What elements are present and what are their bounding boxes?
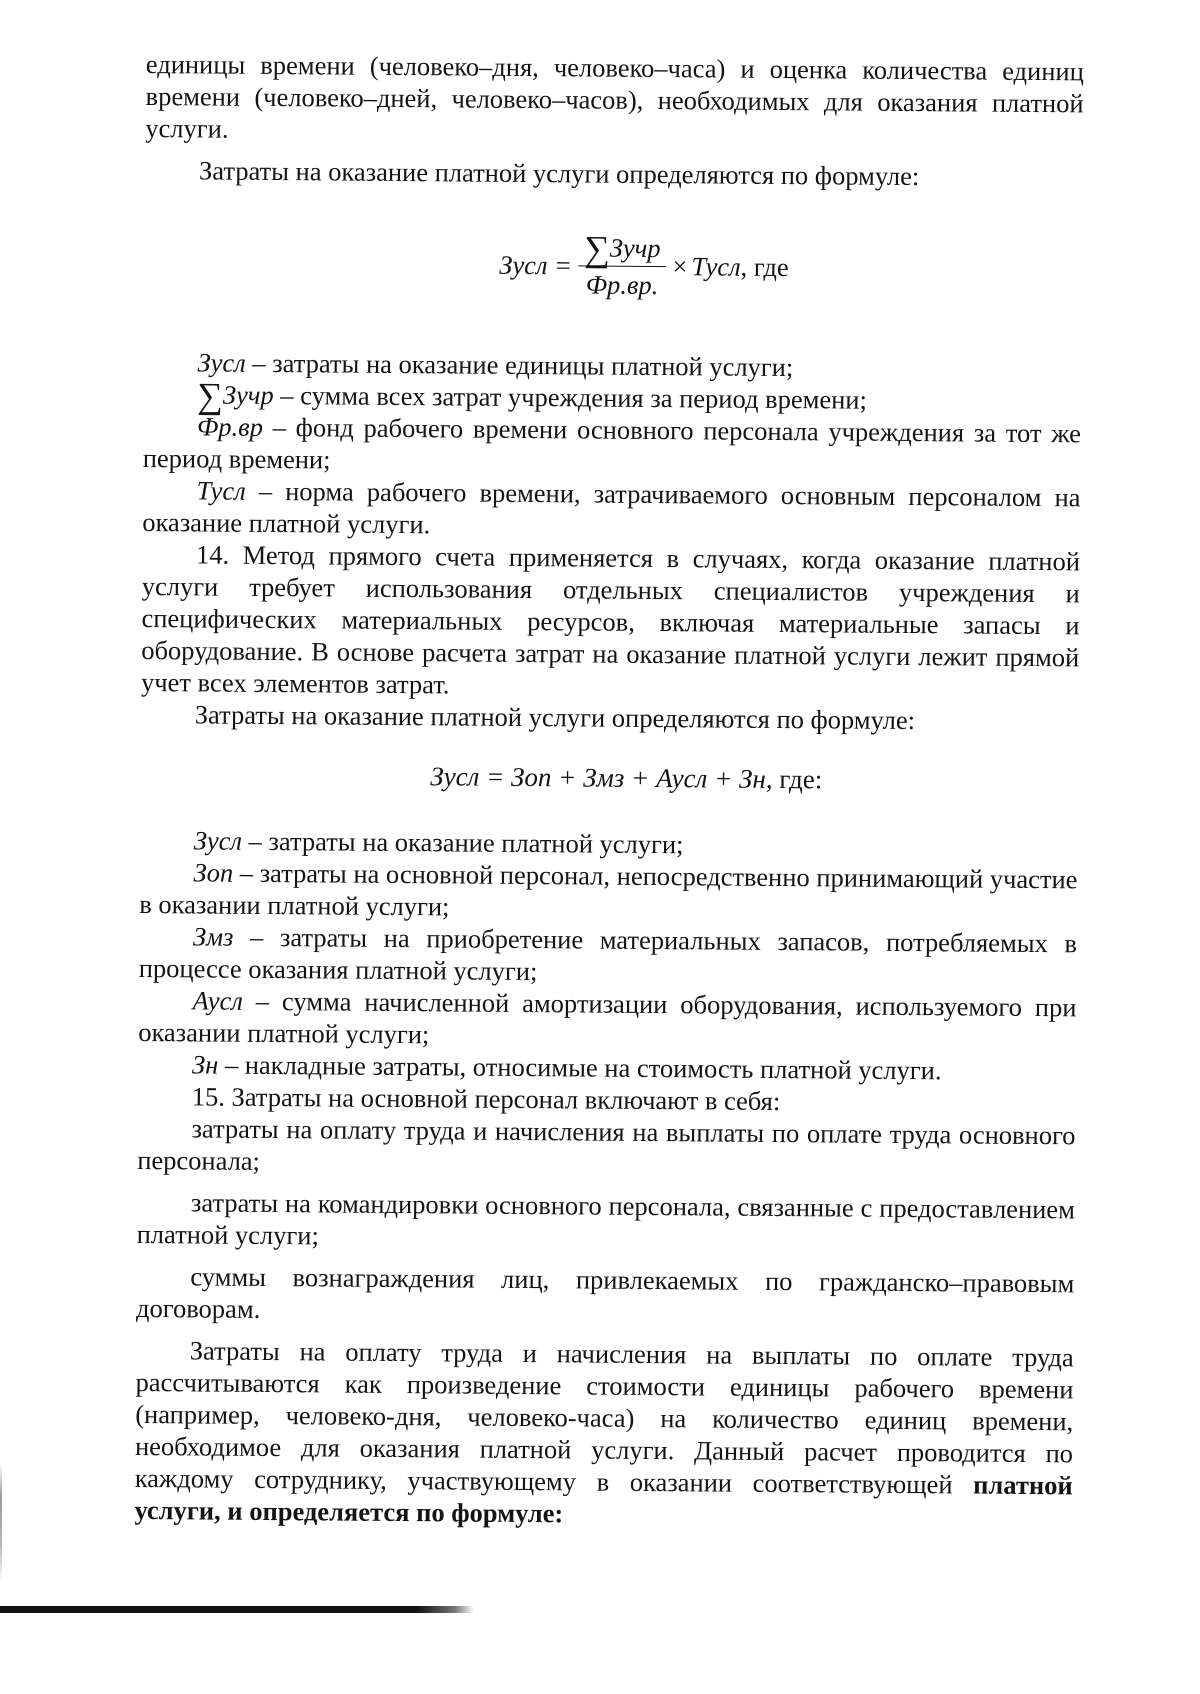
paragraph-formula-intro: Затраты на оказание платной услуги определяются по формуле: <box>198 155 920 192</box>
formula-lhs: Зусл = <box>499 249 573 281</box>
times-symbol: × <box>672 251 688 282</box>
definition-zusl: Зусл – затраты на оказание единицы платной услуги; <box>197 347 794 383</box>
paragraph-formula-intro-2: Затраты на оказание платной услуги определяются по формуле: <box>194 699 916 736</box>
fraction-numerator: ∑Зучр <box>578 231 667 267</box>
formula-fraction <box>578 227 667 301</box>
fraction-denominator: Фр.вр. <box>585 268 659 300</box>
scan-artifact-line <box>0 1606 474 1613</box>
definition-frvr: Фр.вр – фонд рабочего времени основного персонала учреждения за тот же период времени; <box>142 411 1082 475</box>
definition-tusl: Тусл – норма рабочего времени, затрачиваемого основным персоналом на оказание платной услуги. <box>142 475 1081 540</box>
formula-unit-cost <box>144 220 1083 311</box>
bold-ending: платной услуги, и определяется по формуле: <box>134 1469 1073 1529</box>
definition-zmz: Змз – затраты на приобретение материальных запасов, потребляемых в процессе оказания платной услуги; <box>138 921 1078 987</box>
paragraph-15: 15. Затраты на основной персонал включают в себя: <box>191 1081 781 1117</box>
list-item-contract-rewards: суммы вознаграждения лиц, привлекаемых по гражданско–правовым договорам. <box>135 1261 1075 1324</box>
definition-zusl-2: Зусл – затраты на оказание платной услуги; <box>193 825 684 860</box>
definition-ausl: Аусл – сумма начисленной амортизации оборудования, используемого при оказании платной услуги; <box>138 985 1077 1050</box>
definition-zn: Зн – накладные затраты, относимые на стоимость платной услуги. <box>191 1049 942 1086</box>
formula-rhs: Тусл <box>691 251 741 282</box>
document-body <box>134 48 1084 1533</box>
list-item-travel-costs: затраты на командировки основного персонала, связанные с предоставлением платной услуги; <box>136 1187 1076 1251</box>
formula-suffix: , где <box>740 251 789 283</box>
paragraph-labor-calculation: Затраты на оплату труда и начисления на выплаты по оплате труда рассчитываются как произведение стоимости единицы рабочего времени (например, человеко-дня, человеко-часа) на количество единиц времени, необходимое для оказания платной услуги. Данный расчет проводится по каждому сотруднику, участвующему в оказании соответствующей платной услуги, и определяется по формуле: <box>134 1335 1074 1529</box>
paragraph-14: 14. Метод прямого счета применяется в случаях, когда оказание платной услуги требует использования отдельных специалистов учреждения и специфических материальных ресурсов, включая материальные запасы и оборудование. В основе расчета затрат на оказание платной услуги лежит прямой учет всех элементов затрат. <box>140 539 1081 700</box>
paragraph-continuation: единицы времени (человеко–дня, человеко–часа) и оценка количества единиц времени (человеко–дней, человеко–часов), необходимых для оказания платной услуги. <box>145 48 1084 144</box>
definition-zop: Зоп – затраты на основной персонал, непосредственно принимающий участие в оказании платной услуги; <box>139 857 1078 922</box>
scan-artifact-mark <box>0 1462 2 1582</box>
definition-zuchr: ∑Зучр – сумма всех затрат учреждения за период времени; <box>197 375 868 416</box>
formula-direct-cost: Зусл = Зоп + Змз + Аусл + Зн, где: <box>430 761 823 795</box>
sigma-symbol: ∑ <box>584 227 610 269</box>
list-item-labor-costs: затраты на оплату труда и начисления на выплаты по оплате труда основного персонала; <box>137 1113 1076 1176</box>
